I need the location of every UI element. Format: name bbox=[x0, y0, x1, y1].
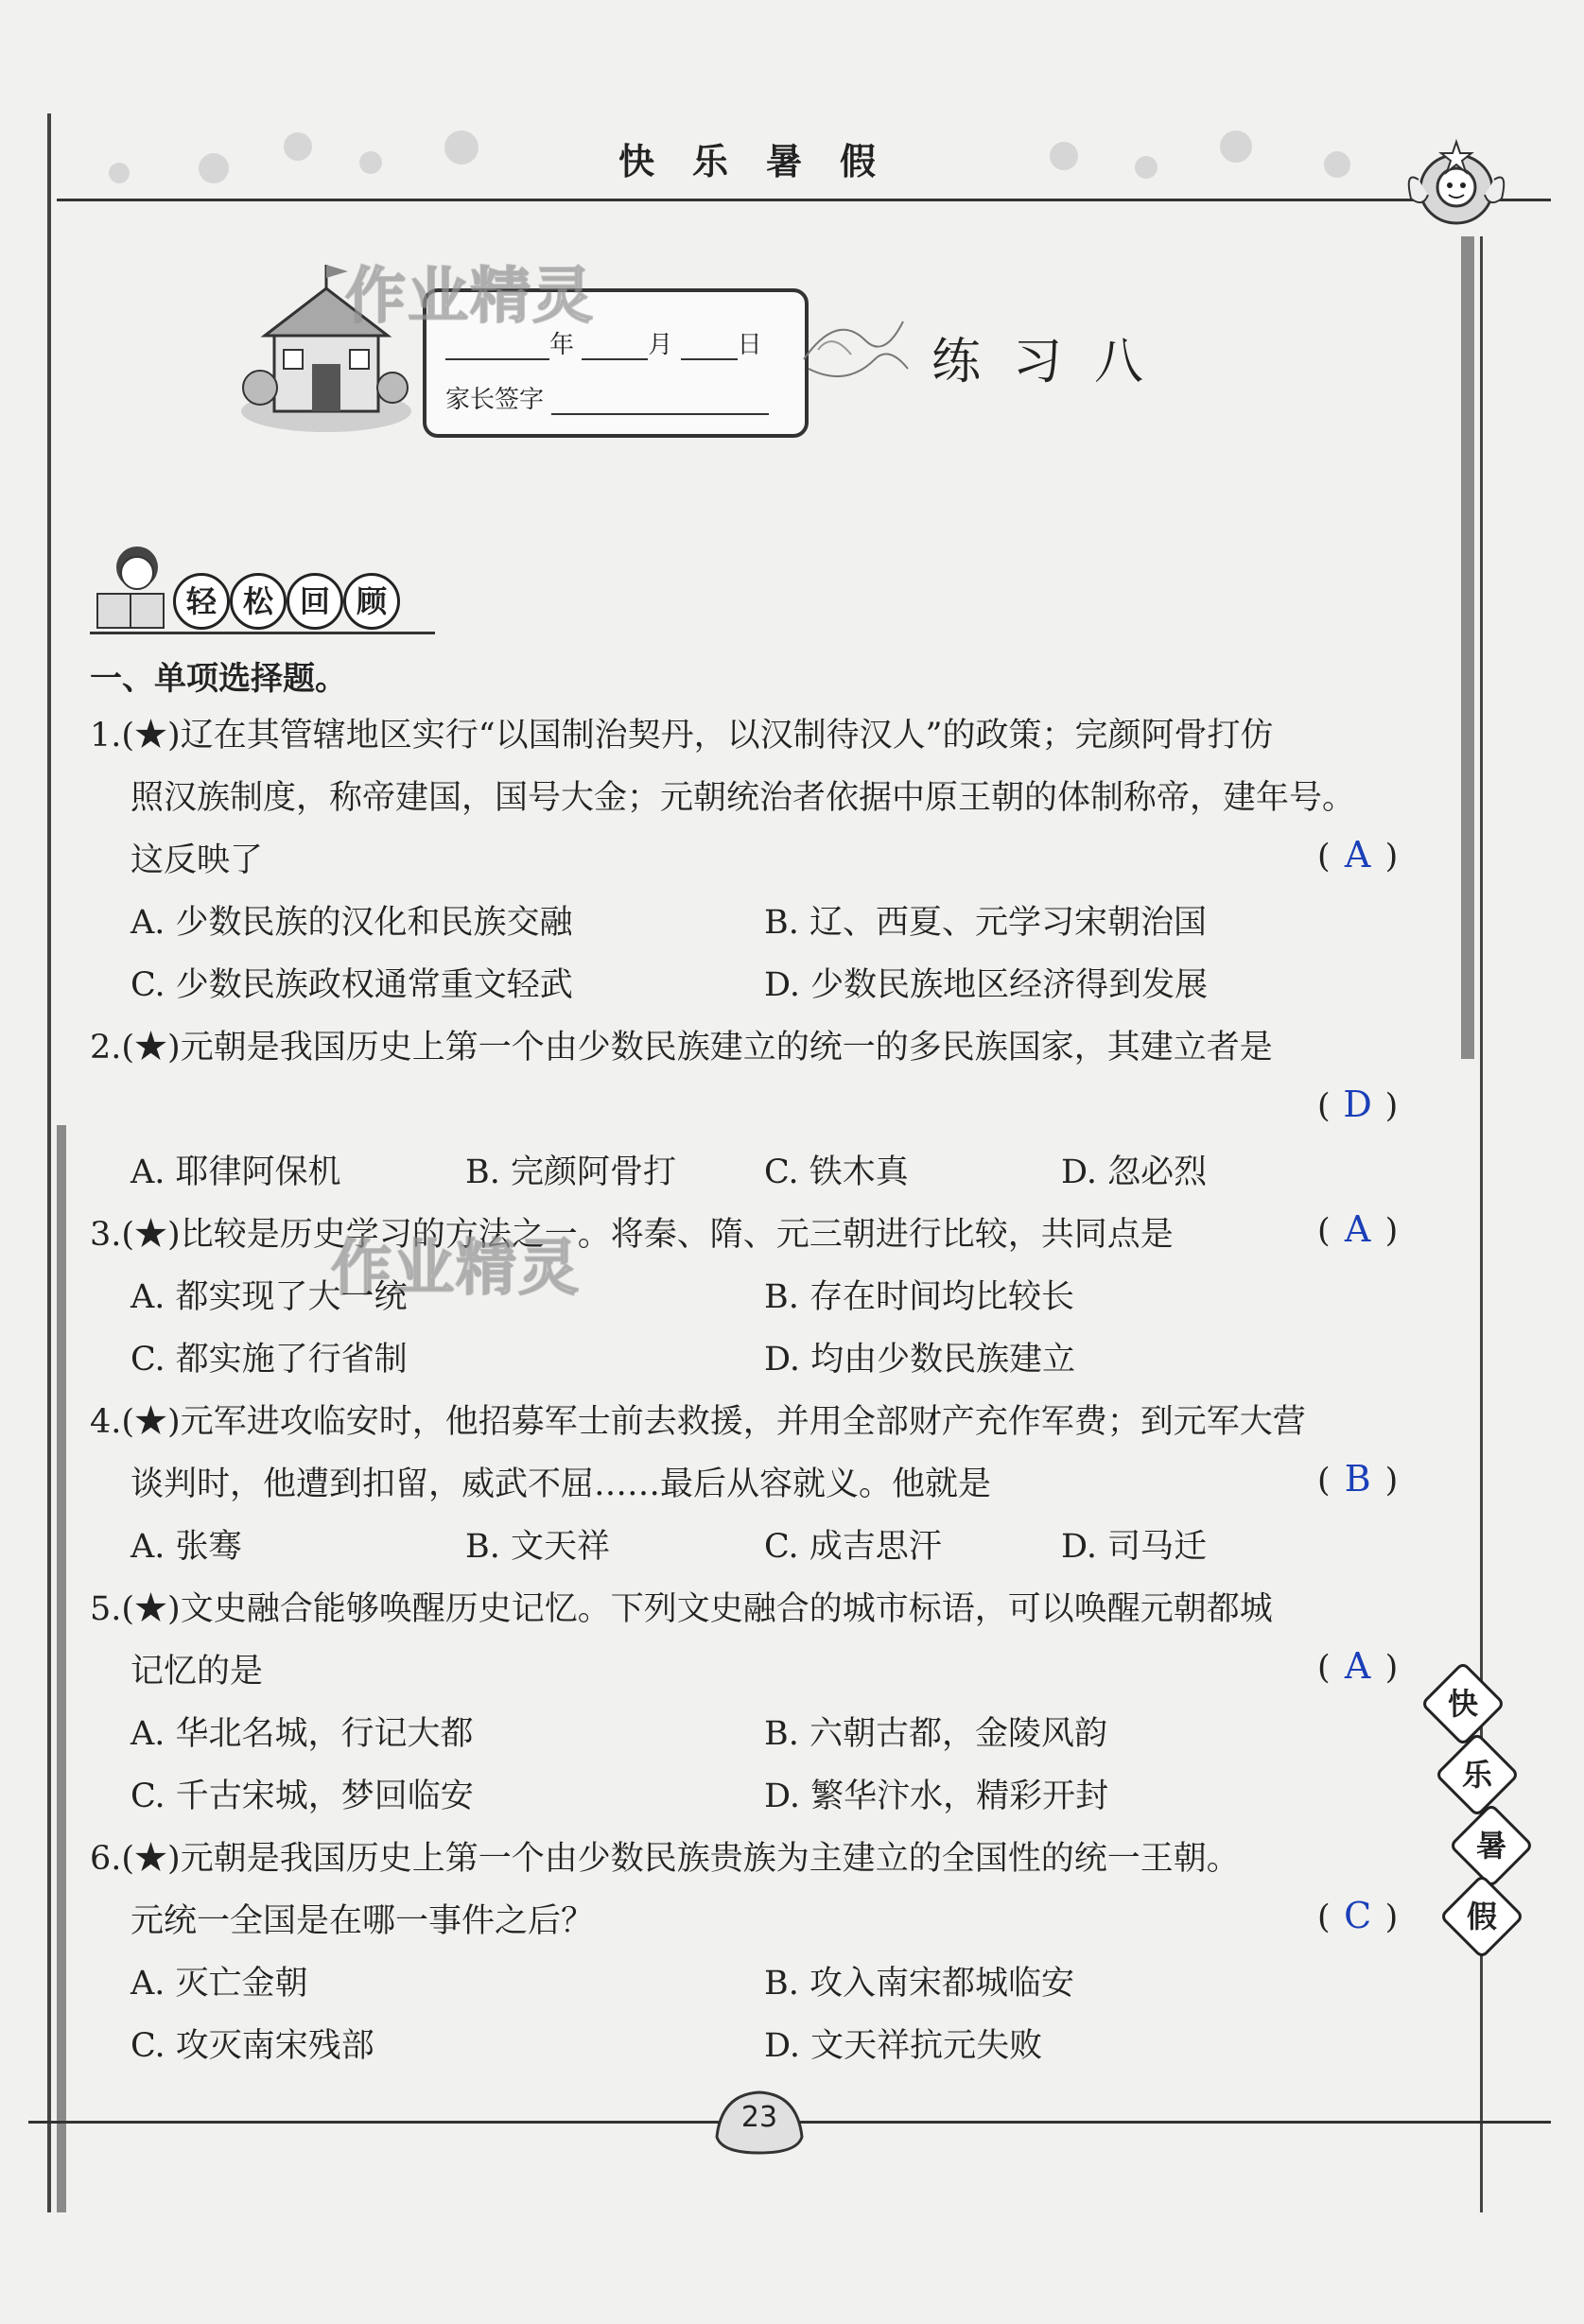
option: D. 文天祥抗元失败 bbox=[764, 2027, 1043, 2065]
option: A. 华北名城，行记大都 bbox=[131, 1715, 474, 1753]
parent-signature-label: 家长签字 bbox=[445, 386, 545, 414]
option: D. 司马迁 bbox=[1061, 1528, 1208, 1566]
section-heading: 一、单项选择题。 bbox=[90, 660, 347, 698]
option: C. 都实施了行省制 bbox=[131, 1341, 408, 1379]
year-blank[interactable] bbox=[445, 336, 549, 360]
decor-dot bbox=[109, 163, 130, 183]
question-3-line-1: 3.(★)比较是历史学习的方法之一。将秦、隋、元三朝进行比较，共同点是 bbox=[90, 1216, 1174, 1254]
option: A. 灭亡金朝 bbox=[131, 1965, 308, 2003]
banner-char: 回 bbox=[287, 573, 343, 630]
option: B. 存在时间均比较长 bbox=[764, 1278, 1074, 1316]
option: C. 铁木真 bbox=[764, 1153, 909, 1191]
answer-4: B bbox=[1344, 1458, 1371, 1500]
option: C. 攻灭南宋残部 bbox=[131, 2027, 374, 2065]
answer-bracket: ( A ) bbox=[1317, 1208, 1399, 1250]
banner-char: 顾 bbox=[343, 573, 400, 630]
watermark: 作业精灵 bbox=[345, 262, 595, 332]
option: D. 均由少数民族建立 bbox=[764, 1341, 1076, 1379]
header-title: 快乐暑假 bbox=[618, 141, 914, 182]
option: C. 千古宋城，梦回临安 bbox=[131, 1778, 474, 1815]
answer-5: A bbox=[1344, 1645, 1371, 1687]
option: A. 少数民族的汉化和民族交融 bbox=[131, 904, 573, 942]
side-tag: 暑 bbox=[1449, 1803, 1535, 1889]
fairy-mascot-icon bbox=[1400, 132, 1513, 246]
question-6-line-1: 6.(★)元朝是我国历史上第一个由少数民族贵族为主建立的全国性的统一王朝。 bbox=[90, 1840, 1240, 1878]
reading-boy-icon bbox=[90, 539, 175, 633]
swirl-decoration-icon bbox=[799, 303, 913, 407]
option: A. 耶律阿保机 bbox=[131, 1153, 341, 1191]
decor-dot bbox=[359, 151, 382, 174]
option: A. 张骞 bbox=[131, 1528, 242, 1566]
side-tag: 假 bbox=[1439, 1874, 1525, 1960]
answer-3: A bbox=[1344, 1208, 1371, 1250]
banner-rule bbox=[90, 632, 435, 634]
option: D. 繁华汴水，精彩开封 bbox=[764, 1778, 1109, 1815]
answer-1: A bbox=[1344, 834, 1371, 876]
banner-char: 轻 bbox=[173, 573, 230, 630]
side-tag: 快 bbox=[1420, 1661, 1506, 1747]
question-2-line-1: 2.(★)元朝是我国历史上第一个由少数民族建立的统一的多民族国家，其建立者是 bbox=[90, 1029, 1273, 1067]
option: A. 都实现了大一统 bbox=[131, 1278, 408, 1316]
page-number: 23 bbox=[740, 2101, 778, 2134]
header-rule bbox=[57, 199, 1551, 201]
option: D. 少数民族地区经济得到发展 bbox=[764, 966, 1209, 1004]
question-6-line-2: 元统一全国是在哪一事件之后？ bbox=[131, 1902, 595, 1940]
decor-dot bbox=[284, 132, 312, 161]
day-blank[interactable] bbox=[681, 336, 738, 360]
option: B. 文天祥 bbox=[465, 1528, 610, 1566]
question-1-line-3: 这反映了 bbox=[131, 841, 264, 879]
question-5-line-2: 记忆的是 bbox=[131, 1653, 264, 1691]
question-1-line-2: 照汉族制度，称帝建国，国号大金；元朝统治者依据中原王朝的体制称帝，建年号。 bbox=[131, 779, 1356, 817]
question-4-line-1: 4.(★)元军进攻临安时，他招募军士前去救援，并用全部财产充作军费；到元军大营 bbox=[90, 1403, 1306, 1441]
right-margin-bar bbox=[1461, 236, 1474, 1059]
left-margin-rule bbox=[47, 113, 51, 2212]
answer-2: D bbox=[1343, 1084, 1372, 1125]
decor-dot bbox=[199, 153, 229, 183]
month-blank[interactable] bbox=[582, 336, 648, 360]
answer-bracket: ( A ) bbox=[1317, 1645, 1399, 1687]
answer-bracket: ( A ) bbox=[1317, 834, 1399, 876]
signature-blank[interactable] bbox=[551, 390, 769, 415]
answer-bracket: ( C ) bbox=[1317, 1895, 1399, 1936]
side-tag: 乐 bbox=[1435, 1732, 1521, 1818]
watermark: 作业精灵 bbox=[331, 1234, 581, 1304]
decor-dot bbox=[444, 130, 479, 165]
banner-char: 松 bbox=[230, 573, 287, 630]
signature-line bbox=[445, 380, 769, 415]
answer-bracket: ( D ) bbox=[1317, 1084, 1399, 1125]
decor-dot bbox=[1050, 142, 1078, 170]
left-margin-bar bbox=[57, 1125, 66, 2212]
answer-6: C bbox=[1344, 1895, 1372, 1936]
year-label: 年 bbox=[549, 331, 575, 359]
option: B. 辽、西夏、元学习宋朝治国 bbox=[764, 904, 1207, 942]
decor-dot bbox=[1324, 151, 1350, 178]
option: B. 完颜阿骨打 bbox=[465, 1153, 676, 1191]
option: B. 攻入南宋都城临安 bbox=[764, 1965, 1074, 2003]
question-4-line-2: 谈判时，他遭到扣留，威武不屈……最后从容就义。他就是 bbox=[131, 1466, 992, 1503]
exercise-title: 练习八 bbox=[931, 334, 1176, 390]
option: C. 成吉思汗 bbox=[764, 1528, 942, 1566]
question-1-line-1: 1.(★)辽在其管辖地区实行“以国制治契丹，以汉制待汉人”的政策；完颜阿骨打仿 bbox=[90, 717, 1274, 754]
decor-dot bbox=[1220, 130, 1252, 163]
option: B. 六朝古都，金陵风韵 bbox=[764, 1715, 1107, 1753]
month-label: 月 bbox=[648, 331, 673, 359]
day-label: 日 bbox=[737, 331, 762, 359]
decor-dot bbox=[1135, 156, 1158, 179]
option: C. 少数民族政权通常重文轻武 bbox=[131, 966, 573, 1004]
option: D. 忽必烈 bbox=[1061, 1153, 1208, 1191]
question-5-line-1: 5.(★)文史融合能够唤醒历史记忆。下列文史融合的城市标语，可以唤醒元朝都城 bbox=[90, 1590, 1273, 1628]
answer-bracket: ( B ) bbox=[1317, 1458, 1399, 1500]
